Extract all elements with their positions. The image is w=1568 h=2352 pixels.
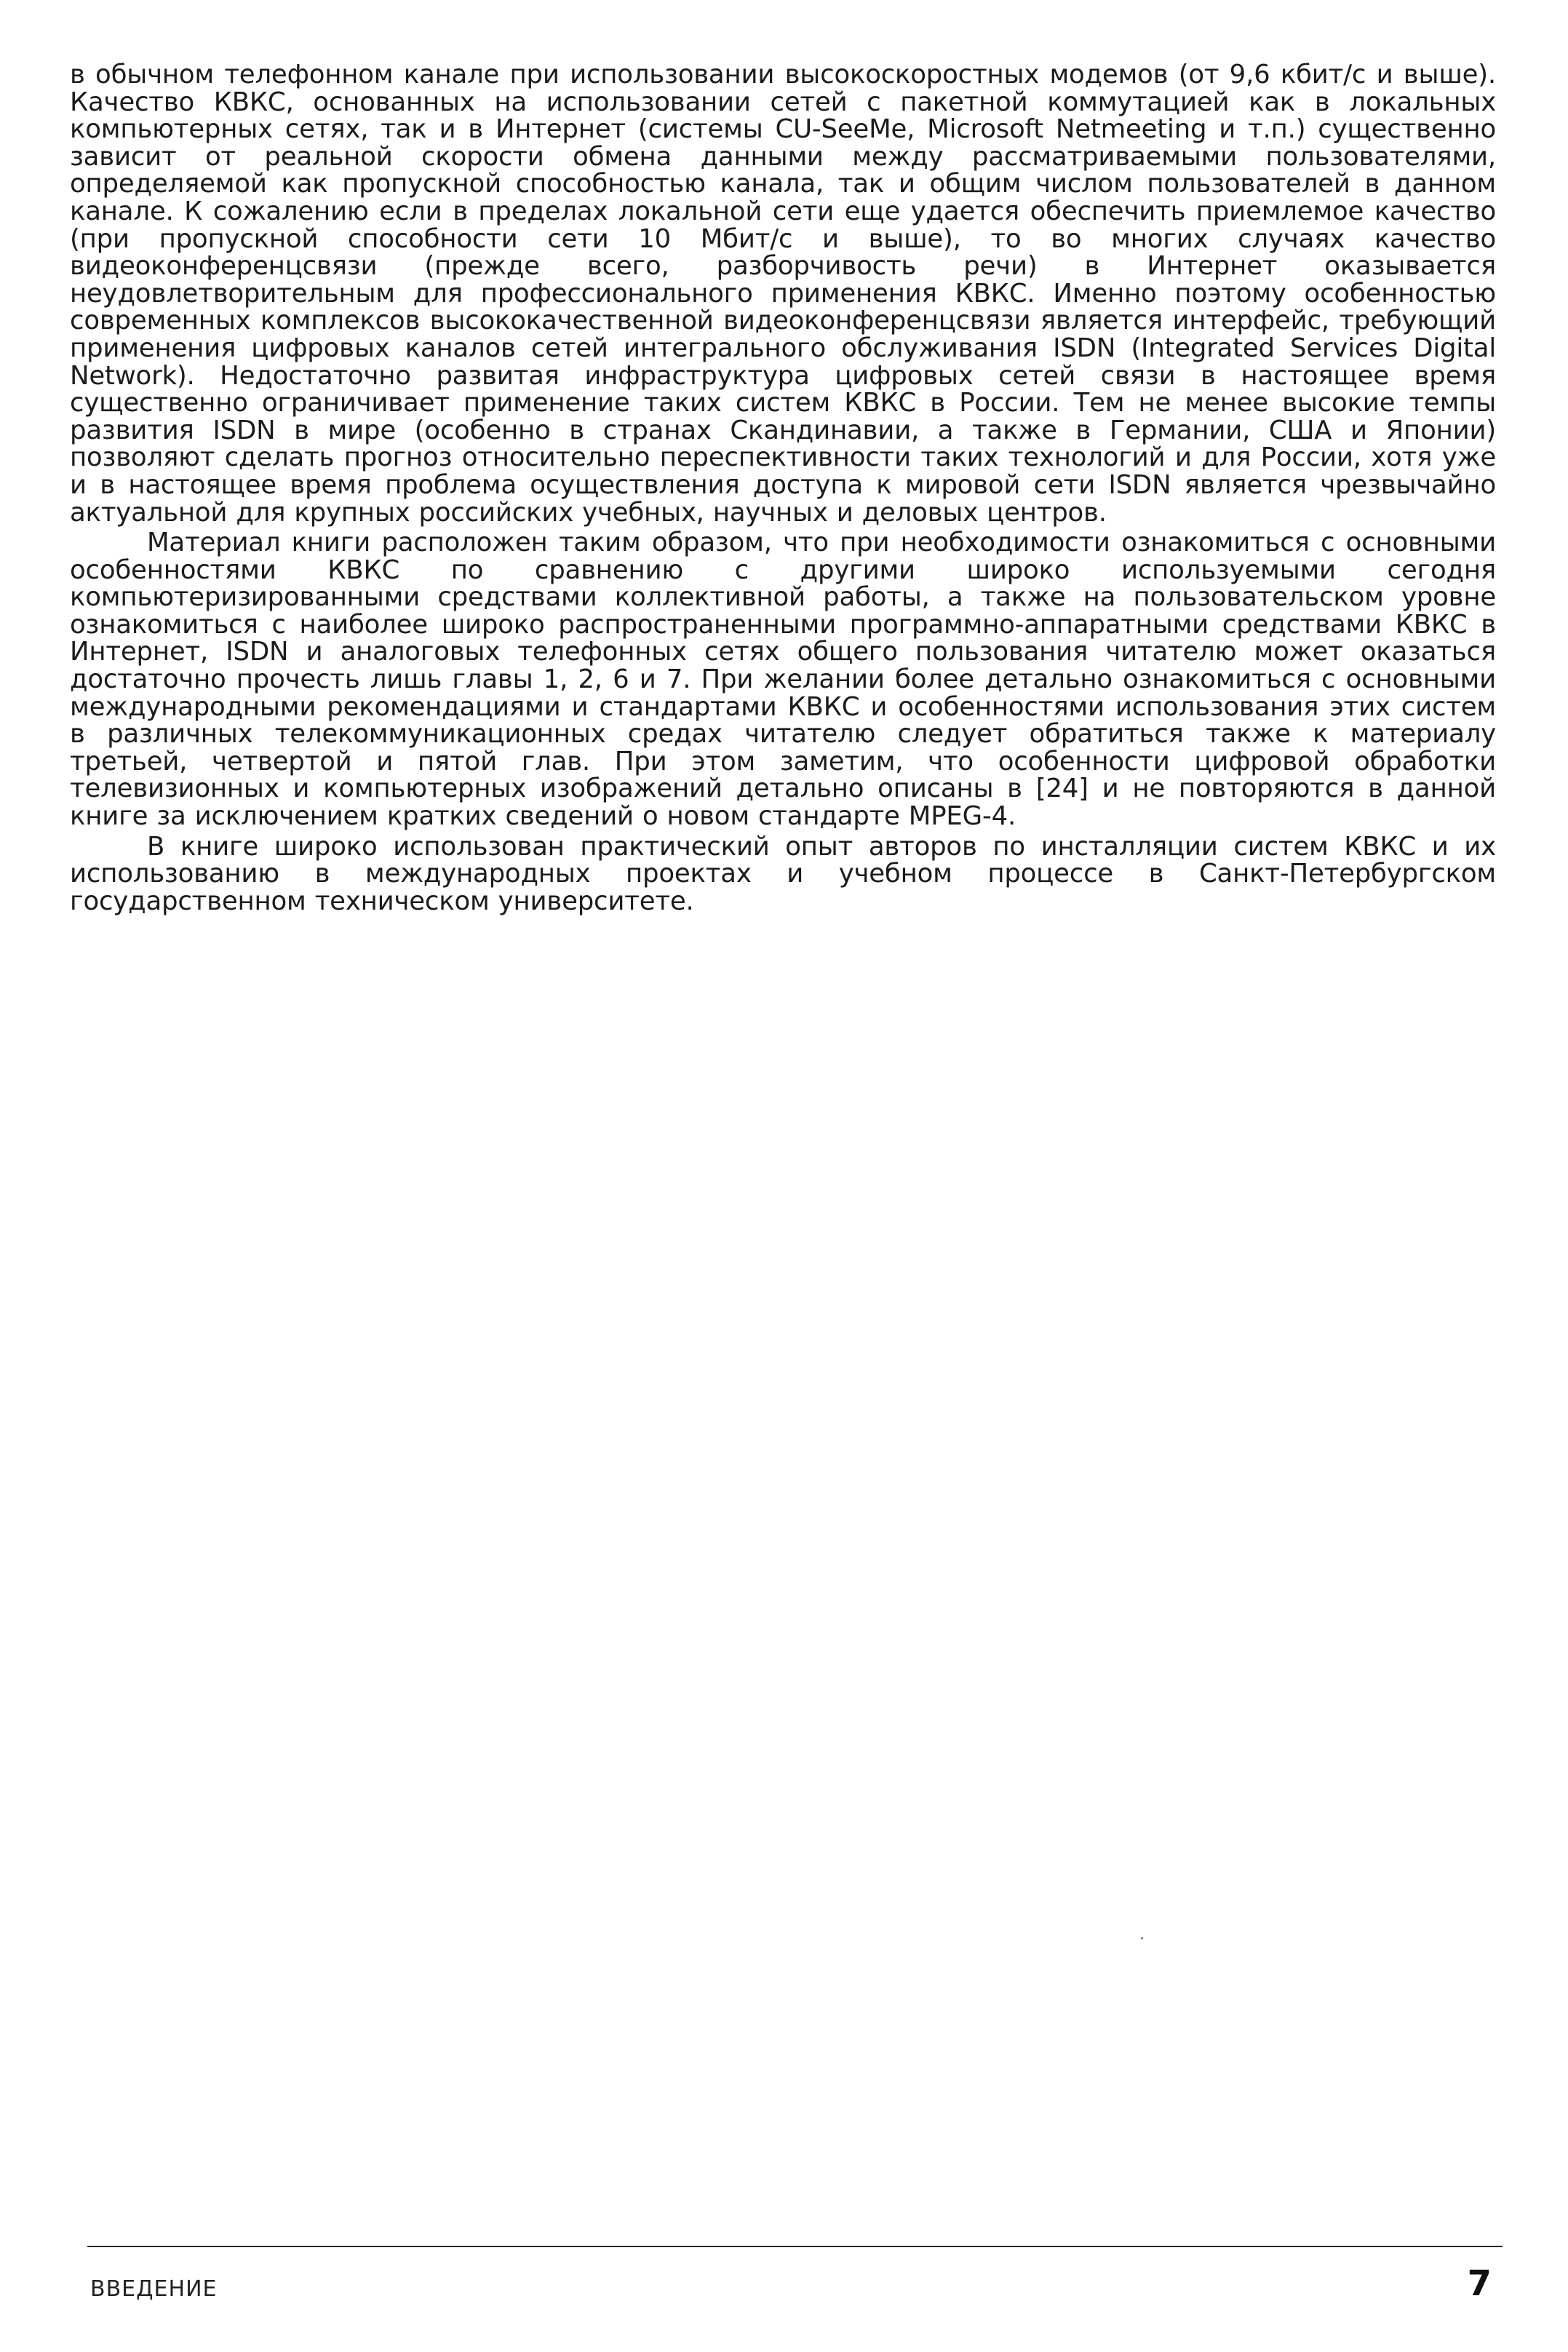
paragraph-authors-experience: В книге широко использован практический опыт авторов по инсталляции систем КВКС и их использованию в международных проектах и учебном процессе в Санкт-Петербургском государственном техническом университете. [70,831,1496,916]
paragraph-continuation: в обычном телефонном канале при использовании высокоскоростных модемов (от 9,6 кбит/с и выше). Качество КВКС, основанных на использовании сетей с пакетной коммутацией как в локальных компьютерных сетях, так и в Интернет (системы CU-SeeMe, Microsoft Netmeeting и т.п.) существенно зависит от реальной скорости обмена данными между рассматриваемыми пользователями, определяемой как пропускной способностью канала, так и общим числом пользователей в данном канале. К сожалению если в пределах локальной сети еще удается обеспечить приемлемое качество (при пропускной способности сети 10 Мбит/с и выше), то во многих случаях качество видеоконференцсвязи (прежде всего, разборчивость речи) в Интернет оказывается неудовлетворительным для профессионального применения КВКС. Именно поэтому особенностью современных комплексов высококачественной видеоконференцсвязи является интерфейс, требующий применения цифровых каналов сетей интегрального обслуживания ISDN (Integrated Services Digital Network). Недостаточно развитая инфраструктура цифровых сетей связи в настоящее время существенно ограничивает применение таких систем КВКС в России. Тем не менее высокие темпы развития ISDN в мире (особенно в странах Скандинавии, а также в Германии, США и Японии) позволяют сделать прогноз относительно переспективности таких технологий и для России, хотя уже и в настоящее время проблема осуществления доступа к мировой сети ISDN является чрезвычайно актуальной для крупных российских учебных, научных и деловых центров. [70,60,1496,528]
paragraph-book-structure: Материал книги расположен таким образом, что при необходимости ознакомиться с основными особенностями КВКС по сравнению с другими широко используемыми сегодня компьютеризированными средствами коллективной работы, а также на пользовательском уровне ознакомиться с наиболее широко распространенными программно-аппаратными средствами КВКС в Интернет, ISDN и аналоговых телефонных сетях общего пользования читателю может оказаться достаточно прочесть лишь главы 1, 2, 6 и 7. При желании более детально ознакомиться с основными международными рекомендациями и стандартами КВКС и особенностями использования этих систем в различных телекоммуникационных средах читателю следует обратиться также к материалу третьей, четвертой и пятой глав. При этом заметим, что особенности цифровой обработки телевизионных и компьютерных изображений детально описаны в [24] и не повторяются в данной книге за исключением кратких сведений о новом стандарте MPEG-4. [70,528,1496,832]
footer-divider [87,2246,1503,2247]
page-body [70,61,1496,915]
page-number: 7 [1467,2263,1492,2304]
scan-speck [1141,1937,1143,1939]
running-footer-section-title: ВВЕДЕНИЕ [90,2276,218,2302]
